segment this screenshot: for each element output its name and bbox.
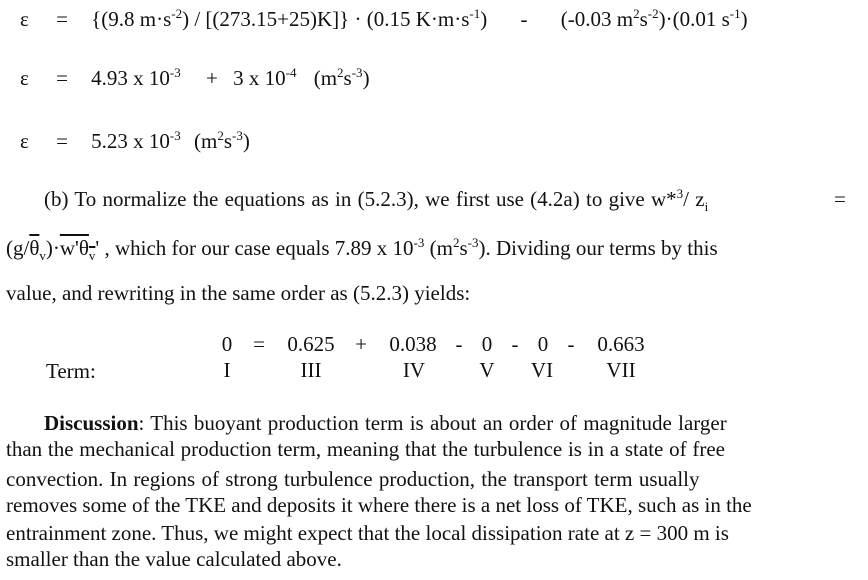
term-numeral: V: [479, 358, 495, 382]
paragraph-b-line-1: (b) To normalize the equations as in (5.2.3), we first use (4.2a) to give w*$^3$/ $z_i$: [44, 186, 709, 214]
minus-sign: -: [511, 332, 519, 356]
discussion-line-5: entrainment zone. Thus, we might expect that the local dissipation rate at z = 300 m is: [6, 521, 729, 545]
term-numeral: I: [223, 358, 231, 382]
plus-sign: +: [206, 66, 218, 90]
term-value: 0.663: [597, 332, 645, 356]
term-value: 0: [481, 332, 493, 356]
term-value-a: 4.93 x $10^{-3}$: [91, 65, 181, 90]
term-numeral: IV: [402, 358, 426, 382]
minus-sign: -: [455, 332, 463, 356]
term-value: 0: [221, 332, 233, 356]
paragraph-b-line-3: value, and rewriting in the same order as (5.2.3) yields:: [6, 281, 471, 305]
equation-1: [20, 6, 748, 32]
plus-sign: +: [355, 332, 367, 356]
shear-factor: (-0.03 $m^2s^{-2})\cdot(0.01$ $s^{-1}$): [560, 6, 748, 31]
equals-sign: =: [56, 7, 68, 31]
discussion-line-2: than the mechanical production term, meaning that the turbulence is in a state of free: [6, 437, 725, 461]
paragraph-b-line-2: $(g/\overline{\theta}_v)\cdot w'\theta_v'$ , which for our case equals 7.89 x $10^{-3}$ $(m^2s^{-3})$. Dividing our terms by this: [6, 235, 718, 263]
discussion-line-6: smaller than the value calculated above.: [6, 547, 342, 571]
equals-sign: =: [253, 332, 265, 356]
term-value-b: 3 x $10^{-4}$: [233, 65, 297, 90]
term-numeral: VII: [606, 358, 636, 382]
epsilon-symbol: ε: [20, 129, 29, 153]
term-numeral: III: [300, 358, 322, 382]
term-value: 0.038: [389, 332, 437, 356]
term-value: 0: [537, 332, 549, 356]
epsilon-symbol: ε: [20, 66, 29, 90]
result-value: 5.23 x $10^{-3}$: [91, 128, 181, 153]
buoyancy-factor: {(9.8 $m\cdot s^{-2}) / [(273.15+25)K]\} \cdot (0.15$ $K\cdot m\cdot s^{-1}$): [91, 6, 488, 31]
discussion-heading: Discussion: [44, 411, 139, 435]
equals-sign: =: [56, 66, 68, 90]
epsilon-symbol: ε: [20, 7, 29, 31]
minus-sign: -: [567, 332, 575, 356]
equation-3: [20, 128, 250, 154]
minus-sign: -: [520, 7, 528, 31]
term-label: Term:: [46, 359, 96, 383]
units: $(m^2s^{-3})$: [194, 128, 250, 153]
term-value: 0.625: [287, 332, 335, 356]
discussion-line-3: convection. In regions of strong turbulence production, the transport term usually: [6, 467, 700, 491]
paragraph-b-equals: =: [834, 187, 846, 211]
equals-sign: =: [56, 129, 68, 153]
equation-2: [20, 65, 370, 91]
term-numeral: VI: [530, 358, 554, 382]
units: $(m^2s^{-3})$: [313, 65, 370, 90]
discussion-line-1: Discussion: This buoyant production term is about an order of magnitude larger: [44, 411, 727, 435]
discussion-line-4: removes some of the TKE and deposits it where there is a net loss of TKE, such as in the: [6, 493, 752, 517]
